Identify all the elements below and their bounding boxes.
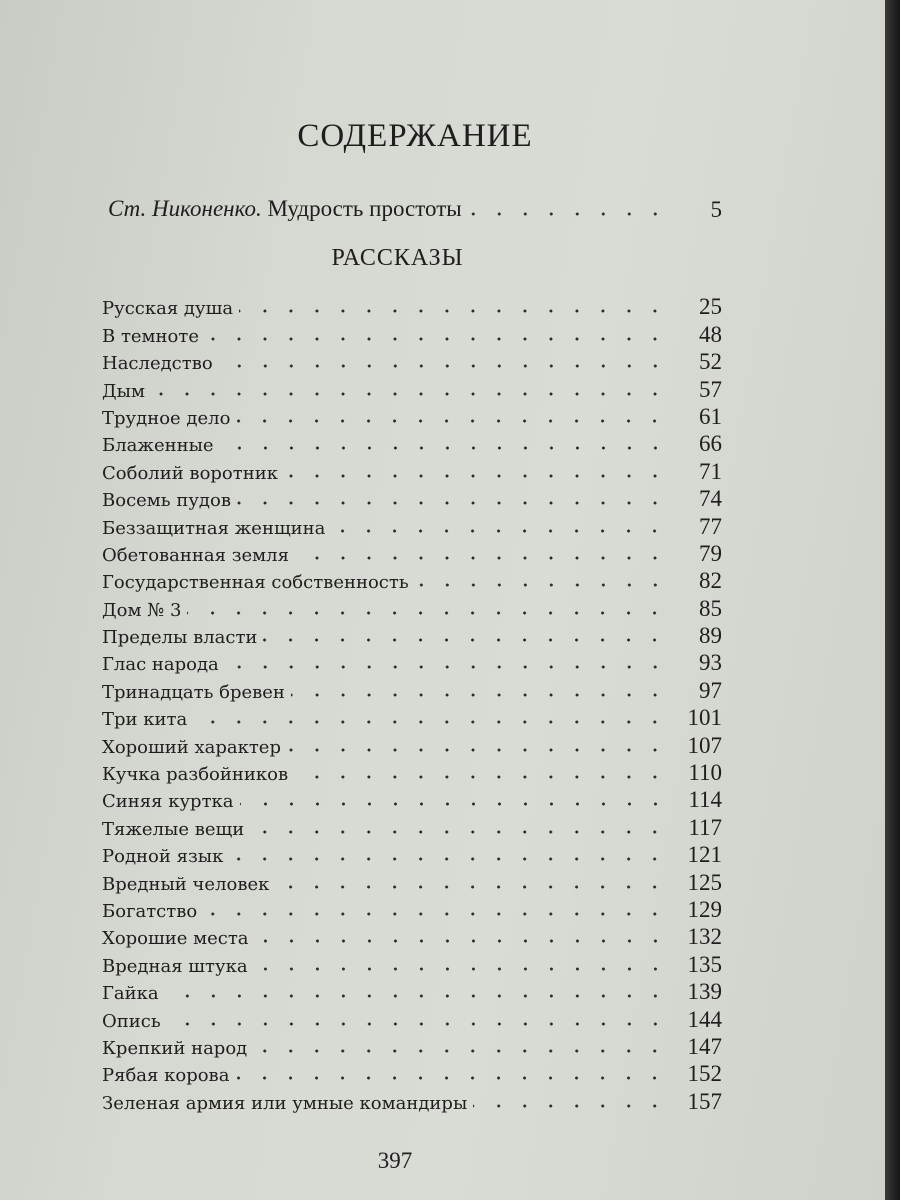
toc-entry	[102, 484, 722, 511]
toc-entry-title: Русская душа	[102, 298, 234, 320]
toc-entry-title: Кучка разбойников	[102, 764, 289, 786]
toc-entry-title: Наследство	[102, 353, 213, 375]
toc-entry	[102, 675, 722, 702]
toc-entry	[102, 593, 722, 620]
toc-entry-page: 85	[699, 595, 722, 621]
toc-entry	[102, 758, 722, 785]
toc-entry-page: 77	[699, 513, 722, 539]
toc-entry-page: 48	[699, 321, 722, 347]
dot-leader	[203, 912, 668, 916]
toc-entry	[102, 785, 722, 812]
section-title-stories: РАССКАЗЫ	[331, 245, 464, 271]
dot-leader	[415, 583, 668, 587]
toc-entry	[102, 539, 722, 566]
toc-entry-page: 71	[699, 458, 722, 484]
toc-entry-title: Зеленая армия или умные командиры	[102, 1092, 468, 1114]
dot-leader	[167, 1022, 668, 1026]
dot-leader	[235, 1076, 668, 1080]
dot-leader	[151, 392, 668, 396]
toc-entry-title: Дом № 3	[102, 599, 182, 621]
toc-entry-page: 57	[699, 376, 722, 402]
dot-leader	[187, 611, 668, 615]
toc-entry	[102, 840, 722, 867]
toc-entry	[102, 922, 722, 949]
toc-entry	[102, 566, 722, 593]
intro-author: Ст. Никоненко.	[108, 196, 262, 221]
dot-leader	[220, 446, 668, 450]
dot-leader	[462, 212, 668, 216]
dot-leader	[219, 364, 668, 368]
toc-entry	[102, 648, 722, 675]
dot-leader	[229, 857, 668, 861]
toc-entry-page: 132	[687, 924, 722, 950]
toc-entry-page: 110	[688, 760, 722, 786]
toc-entry-page: 66	[699, 431, 722, 457]
toc-entry-page: 121	[687, 842, 722, 868]
dot-leader	[331, 529, 668, 533]
dot-leader	[284, 474, 668, 478]
toc-entry	[102, 402, 722, 429]
dot-leader	[255, 939, 668, 943]
toc-entry	[102, 703, 722, 730]
page-edge	[885, 0, 900, 1200]
dot-leader	[239, 309, 668, 313]
toc-entry-title: Вредная штука	[102, 955, 248, 977]
toc-entry-page: 52	[699, 349, 722, 375]
contents-title: СОДЕРЖАНИЕ	[297, 118, 533, 154]
dot-leader	[263, 638, 668, 642]
toc-entry-title: Рябая корова	[102, 1065, 230, 1087]
dot-leader	[294, 775, 668, 779]
toc-entry-page: 93	[699, 650, 722, 676]
intro-title: Мудрость простоты	[267, 196, 462, 221]
toc-entry	[102, 949, 722, 976]
intro-entry	[108, 186, 722, 222]
toc-entry-title: Вредный человек	[102, 873, 270, 895]
dot-leader	[236, 419, 668, 423]
toc-entry-page: 114	[688, 787, 722, 813]
dot-leader	[250, 830, 668, 834]
toc-entry-page: 147	[687, 1033, 722, 1059]
toc-entry-title: Глас народа	[102, 654, 219, 676]
toc-entry-title: Опись	[102, 1010, 161, 1032]
toc-entry-page: 89	[699, 623, 722, 649]
toc-entry-page: 74	[699, 486, 722, 512]
toc-entry	[102, 347, 722, 374]
toc-entry	[102, 374, 722, 401]
toc-entry-title: Хороший характер	[102, 736, 281, 758]
toc-entry	[102, 429, 722, 456]
dot-leader	[287, 748, 668, 752]
toc-entry-title: Дым	[102, 380, 145, 402]
dot-leader	[291, 693, 668, 697]
toc-entry-title: Пределы власти	[102, 627, 258, 649]
toc-entry	[102, 977, 722, 1004]
toc-entry-page: 117	[688, 814, 722, 840]
toc-entry-title: Восемь пудов	[102, 490, 231, 512]
page-number: 397	[377, 1148, 413, 1173]
toc-entry-page: 144	[687, 1006, 722, 1032]
toc-entry-title: Соболий воротник	[102, 462, 278, 484]
dot-leader	[237, 501, 668, 505]
toc-entry	[102, 867, 722, 894]
toc-entry-page: 125	[687, 869, 722, 895]
toc-entry	[102, 1004, 722, 1031]
stories-list	[102, 292, 722, 1114]
toc-entry-page: 157	[687, 1088, 722, 1114]
dot-leader	[225, 665, 668, 669]
dot-leader	[473, 1104, 668, 1108]
toc-entry	[102, 621, 722, 648]
dot-leader	[193, 720, 668, 724]
toc-entry-title: Тяжелые вещи	[102, 818, 245, 840]
toc-entry-title: Трудное дело	[102, 407, 231, 429]
toc-entry	[102, 456, 722, 483]
dot-leader	[240, 802, 668, 806]
toc-entry	[102, 319, 722, 346]
toc-entry-page: 129	[687, 896, 722, 922]
toc-entry-title: Богатство	[102, 900, 198, 922]
toc-entry-title: Родной язык	[102, 846, 224, 868]
toc-entry-page: 107	[687, 732, 722, 758]
dot-leader	[275, 885, 668, 889]
toc-entry-title: Блаженные	[102, 435, 214, 457]
toc-entry	[102, 1059, 722, 1086]
toc-entry-title: Государственная собственность	[102, 572, 409, 594]
toc-entry-title: В темноте	[102, 325, 200, 347]
toc-entry-page: 79	[699, 540, 722, 566]
toc-entry	[102, 511, 722, 538]
toc-entry-title: Обетованная земля	[102, 544, 289, 566]
dot-leader	[254, 967, 668, 971]
dot-leader	[165, 994, 668, 998]
toc-entry-title: Беззащитная женщина	[102, 517, 326, 539]
toc-entry-page: 61	[699, 403, 722, 429]
toc-entry-title: Три кита	[102, 709, 188, 731]
toc-entry-page: 82	[699, 568, 722, 594]
toc-entry	[102, 1086, 722, 1113]
toc-entry	[102, 292, 722, 319]
toc-entry-title: Синяя куртка	[102, 791, 234, 813]
toc-entry-title: Гайка	[102, 983, 159, 1005]
toc-entry	[102, 730, 722, 757]
toc-entry	[102, 1032, 722, 1059]
toc-entry-page: 135	[687, 951, 722, 977]
intro-page-number: 5	[710, 197, 722, 222]
dot-leader	[253, 1049, 668, 1053]
toc-entry	[102, 812, 722, 839]
toc-entry-title: Тринадцать бревен	[102, 681, 285, 703]
toc-entry-page: 101	[687, 705, 722, 731]
toc-entry	[102, 895, 722, 922]
toc-entry-page: 139	[687, 979, 722, 1005]
toc-entry-page: 97	[699, 677, 722, 703]
toc-entry-page: 25	[699, 294, 722, 320]
toc-entry-title: Крепкий народ	[102, 1037, 248, 1059]
dot-leader	[205, 337, 668, 341]
dot-leader	[295, 556, 668, 560]
toc-entry-title: Хорошие места	[102, 928, 249, 950]
toc-entry-page: 152	[687, 1061, 722, 1087]
